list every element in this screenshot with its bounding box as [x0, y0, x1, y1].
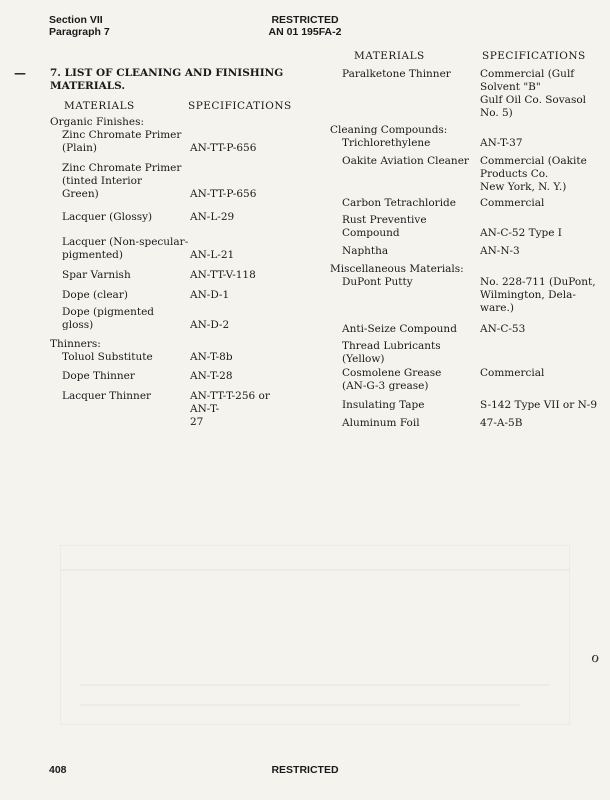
corner-mark: ℴ: [591, 646, 600, 667]
material-spec: AN-N-3: [480, 245, 520, 257]
material-name: Toluol Substitute: [62, 351, 153, 363]
material-name: Zinc Chromate Primer (Plain): [62, 129, 182, 154]
category-label: Organic Finishes:: [50, 116, 145, 128]
material-spec: AN-T-8b: [190, 351, 233, 363]
header-section: [49, 14, 110, 38]
right-column-headers: [354, 50, 594, 64]
material-spec: Commercial: [480, 367, 545, 379]
category-label: Thinners:: [50, 338, 101, 350]
material-spec: AN-L-29: [190, 211, 235, 223]
material-spec: Commercial (Gulf Solvent "B" Gulf Oil Co. Sovasol No. 5): [480, 68, 587, 119]
material-spec: S-142 Type VII or N-9: [480, 399, 598, 411]
material-name: Paralketone Thinner: [342, 68, 451, 80]
material-name: Spar Varnish: [62, 269, 131, 281]
material-name: Lacquer (Glossy): [62, 211, 153, 223]
paragraph-label: Paragraph 7: [49, 26, 110, 38]
material-spec: 47-A-5B: [480, 417, 523, 429]
material-name: Dope Thinner: [62, 370, 135, 382]
materials-header: MATERIALS: [64, 100, 135, 112]
category-label: Miscellaneous Materials:: [330, 263, 464, 275]
materials-header: MATERIALS: [354, 50, 425, 62]
section-label: Section VII: [49, 14, 103, 26]
material-spec: AN-T-37: [480, 137, 523, 149]
material-name: Lacquer Thinner: [62, 390, 152, 402]
material-name: Insulating Tape: [342, 399, 425, 411]
material-spec: Commercial: [480, 197, 545, 209]
material-spec: AN-C-52 Type I: [480, 227, 562, 239]
material-name: Anti-Seize Compound: [342, 323, 457, 335]
material-spec: AN-TT-P-656: [190, 142, 257, 154]
material-name: Naphtha: [342, 245, 389, 257]
material-spec: No. 228-711 (DuPont, Wilmington, Dela- ware.): [480, 276, 596, 314]
material-name: Thread Lubricants (Yellow): [342, 340, 441, 365]
material-name: Dope (pigmented gloss): [62, 306, 154, 331]
material-spec: AN-D-1: [190, 289, 230, 301]
material-name: Zinc Chromate Primer (tinted Interior Green): [62, 162, 182, 200]
material-spec: AN-TT-V-118: [190, 269, 256, 281]
material-spec: AN-TT-P-656: [190, 188, 257, 200]
material-name: Lacquer (Non-specular- pigmented): [62, 236, 189, 261]
material-name: Oakite Aviation Cleaner: [342, 155, 469, 167]
material-name: Carbon Tetrachloride: [342, 197, 456, 209]
material-spec: AN-C-53: [480, 323, 526, 335]
specifications-header: SPECIFICATIONS: [482, 50, 586, 62]
material-spec: AN-T-28: [190, 370, 233, 382]
left-column-headers: [64, 100, 294, 114]
category-label: Cleaning Compounds:: [330, 124, 448, 136]
material-spec: Commercial (Oakite Products Co. New York, N. Y.): [480, 155, 587, 193]
classification-bottom: RESTRICTED: [271, 764, 339, 776]
material-name: Cosmolene Grease (AN-G-3 grease): [342, 367, 442, 392]
specifications-header: SPECIFICATIONS: [188, 100, 292, 112]
material-spec: AN-TT-T-256 or AN-T- 27: [190, 390, 270, 428]
material-name: Rust Preventive Compound: [342, 214, 427, 239]
bleed-through-texture: [60, 545, 570, 725]
material-name: Aluminum Foil: [342, 417, 420, 429]
page-number: 408: [49, 764, 67, 776]
material-spec: AN-D-2: [190, 319, 230, 331]
section-title: 7. LIST OF CLEANING AND FINISHING MATERIALS.: [50, 67, 284, 92]
classification-top: RESTRICTED: [271, 14, 339, 26]
margin-mark: —: [14, 66, 26, 80]
document-number: AN 01 195FA-2: [268, 26, 342, 38]
material-name: Trichlorethylene: [342, 137, 431, 149]
material-name: Dope (clear): [62, 289, 128, 301]
header-center: [220, 14, 390, 38]
material-name: DuPont Putty: [342, 276, 413, 288]
material-spec: AN-L-21: [190, 249, 235, 261]
